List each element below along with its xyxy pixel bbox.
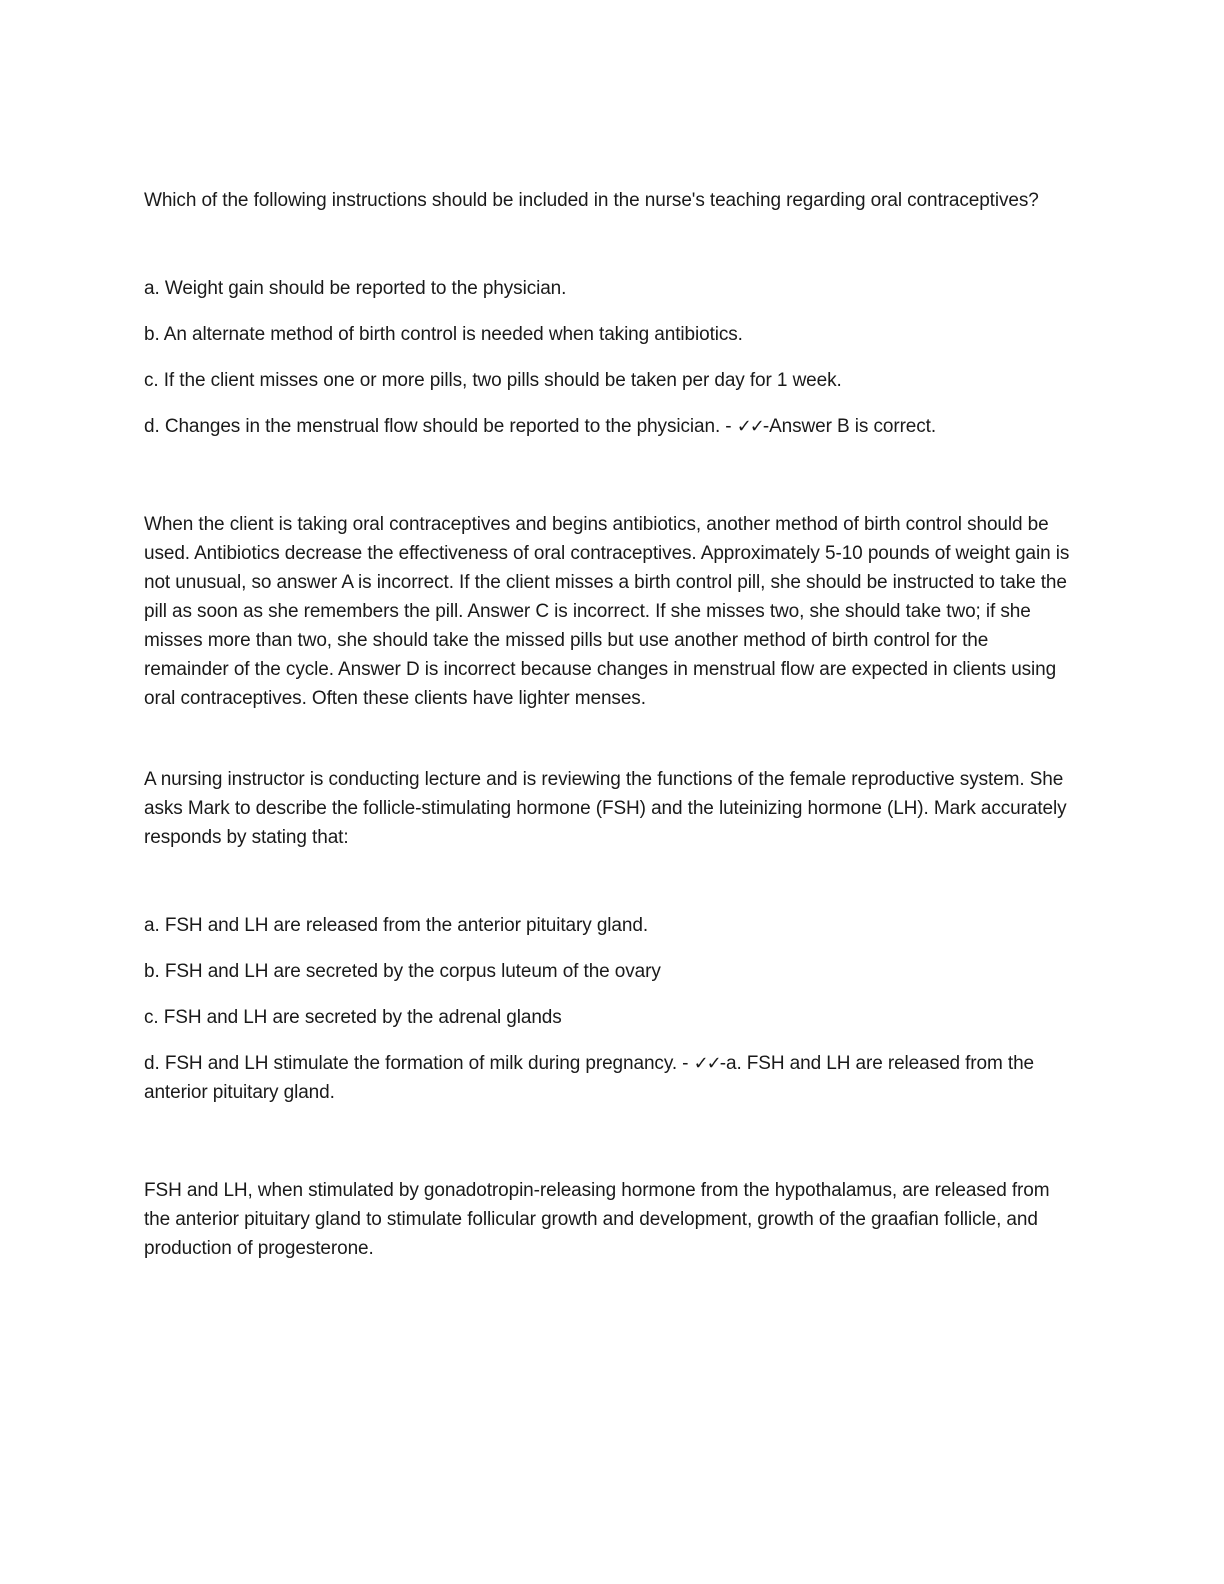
q2-option-b: b. FSH and LH are secreted by the corpus luteum of the ovary [144,961,661,982]
q1-option-b: b. An alternate method of birth control is needed when taking antibiotics. [144,324,743,345]
q2-option-c: c. FSH and LH are secreted by the adrenal glands [144,1007,562,1028]
question-2-text: A nursing instructor is conducting lecture and is reviewing the functions of the female reproductive system. She asks Mark to describe the follicle-stimulating hormone (FSH) and the luteinizing hormone (LH). Mark accurately responds by stating that: [144,769,1067,848]
q2-option-d [144,1049,1074,1107]
spacer [144,458,1074,510]
spacer [144,215,1074,274]
q1-option-d-text: d. Changes in the menstrual flow should be reported to the physician. - [144,416,737,437]
q1-option-a: a. Weight gain should be reported to the physician. [144,278,567,299]
spacer [144,713,1074,765]
check-mark-icon: ✓✓ [736,416,763,437]
q1-answer: -Answer B is correct. [762,416,937,437]
document-content [144,186,1074,1263]
spacer [144,852,1074,911]
question-1-text: Which of the following instructions should be included in the nurse's teaching regarding oral contraceptives? [144,190,1039,211]
q2-option-d-text: d. FSH and LH stimulate the formation of milk during pregnancy. - [144,1053,694,1074]
q1-rationale: When the client is taking oral contraceptives and begins antibiotics, another method of birth control should be used. Antibiotics decrease the effectiveness of oral contraceptives. Approximately 5-10 pounds of weight gain is not unusual, so answer A is incorrect. If the client misses a birth control pill, she should be instructed to take the pill as soon as she remembers the pill. Answer C is incorrect. If she misses two, she should take two; if she misses more than two, she should take the missed pills but use another method of birth control for the remainder of the cycle. Answer D is incorrect because changes in menstrual flow are expected in clients using oral contraceptives. Often these clients have lighter menses. [144,514,1070,709]
check-mark-icon: ✓✓ [693,1053,720,1074]
q2-rationale: FSH and LH, when stimulated by gonadotropin-releasing hormone from the hypothalamus, are released from the anterior pituitary gland to stimulate follicular growth and development, growth of the graafian follicle, and production of progesterone. [144,1180,1050,1259]
q2-option-a: a. FSH and LH are released from the anterior pituitary gland. [144,915,648,936]
q1-option-c: c. If the client misses one or more pills, two pills should be taken per day for 1 week. [144,370,842,391]
q1-option-d [144,412,1074,441]
spacer [144,1124,1074,1176]
q2-answer: -a. FSH and LH are released from the anterior pituitary gland. [144,1053,1035,1103]
